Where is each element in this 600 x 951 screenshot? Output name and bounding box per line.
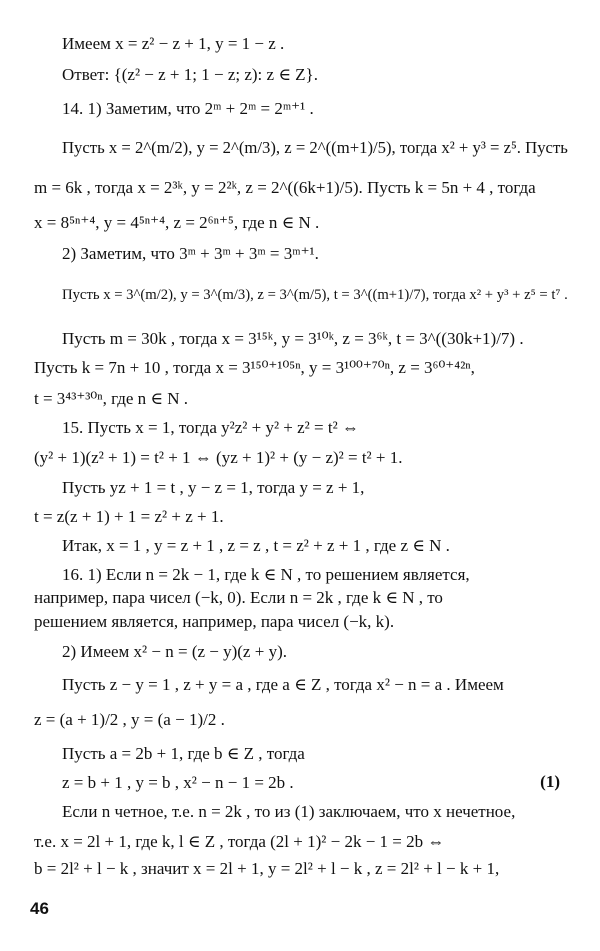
text-line: b = 2l² + l − k , значит x = 2l + 1, y = 2l² + l − k , z = 2l² + l − k + 1,	[34, 859, 500, 878]
text-line: 16. 1) Если n = 2k − 1, где k ∈ N , то решением является,	[62, 565, 470, 584]
page-number: 46	[30, 899, 49, 918]
text-line: Ответ: {(z² − z + 1; 1 − z; z): z ∈ Z}.	[62, 65, 318, 84]
text-line: т.е. x = 2l + 1, где k, l ∈ Z , тогда (2l + 1)² − 2k − 1 = 2b ⇔	[34, 832, 445, 851]
text-line: Пусть a = 2b + 1, где b ∈ Z , тогда	[62, 744, 305, 763]
text-line: 15. Пусть x = 1, тогда y²z² + y² + z² = t² ⇔	[62, 418, 359, 437]
text-line: z = (a + 1)/2 , y = (a − 1)/2 .	[34, 710, 225, 729]
text-line: Пусть x = 2^(m/2), y = 2^(m/3), z = 2^((m+1)/5), тогда x² + y³ = z⁵. Пусть	[62, 138, 568, 157]
text-line: z = b + 1 , y = b , x² − n − 1 = 2b .	[62, 773, 294, 792]
text-line: 2) Имеем x² − n = (z − y)(z + y).	[62, 642, 287, 661]
text-line: например, пара чисел (−k, 0). Если n = 2k , где k ∈ N , то	[34, 588, 443, 607]
text-line: m = 6k , тогда x = 2³ᵏ, y = 2²ᵏ, z = 2^((6k+1)/5). Пусть k = 5n + 4 , тогда	[34, 178, 536, 197]
text-line: (y² + 1)(z² + 1) = t² + 1 ⇔ (yz + 1)² + (y − z)² = t² + 1.	[34, 448, 403, 467]
text-line: 14. 1) Заметим, что 2ᵐ + 2ᵐ = 2ᵐ⁺¹ .	[62, 99, 314, 118]
text-line: Пусть yz + 1 = t , y − z = 1, тогда y = z + 1,	[62, 478, 365, 497]
text-line: Если n четное, т.е. n = 2k , то из (1) заключаем, что x нечетное,	[62, 802, 516, 821]
text-line: решением является, например, пара чисел (−k, k).	[34, 612, 395, 631]
text-line: 2) Заметим, что 3ᵐ + 3ᵐ + 3ᵐ = 3ᵐ⁺¹.	[62, 244, 319, 263]
text-line: t = z(z + 1) + 1 = z² + z + 1.	[34, 507, 224, 526]
text-line: Пусть z − y = 1 , z + y = a , где a ∈ Z , тогда x² − n = a . Имеем	[62, 675, 504, 694]
text-line: t = 3⁴³⁺³⁰ⁿ, где n ∈ N .	[34, 389, 189, 408]
text-line: Пусть m = 30k , тогда x = 3¹⁵ᵏ, y = 3¹⁰ᵏ, z = 3⁶ᵏ, t = 3^((30k+1)/7) .	[62, 329, 524, 348]
text-line: Имеем x = z² − z + 1, y = 1 − z .	[62, 34, 285, 53]
text-line: Пусть k = 7n + 10 , тогда x = 3¹⁵⁰⁺¹⁰⁵ⁿ, y = 3¹⁰⁰⁺⁷⁰ⁿ, z = 3⁶⁰⁺⁴²ⁿ,	[34, 358, 475, 377]
equation-number: (1)	[540, 772, 560, 791]
text-line: x = 8⁵ⁿ⁺⁴, y = 4⁵ⁿ⁺⁴, z = 2⁶ⁿ⁺⁵, где n ∈ N .	[34, 213, 320, 232]
text-line: Итак, x = 1 , y = z + 1 , z = z , t = z² + z + 1 , где z ∈ N .	[62, 536, 450, 555]
text-line: Пусть x = 3^(m/2), y = 3^(m/3), z = 3^(m/5), t = 3^((m+1)/7), тогда x² + y³ + z⁵ = t⁷ .	[62, 287, 568, 303]
